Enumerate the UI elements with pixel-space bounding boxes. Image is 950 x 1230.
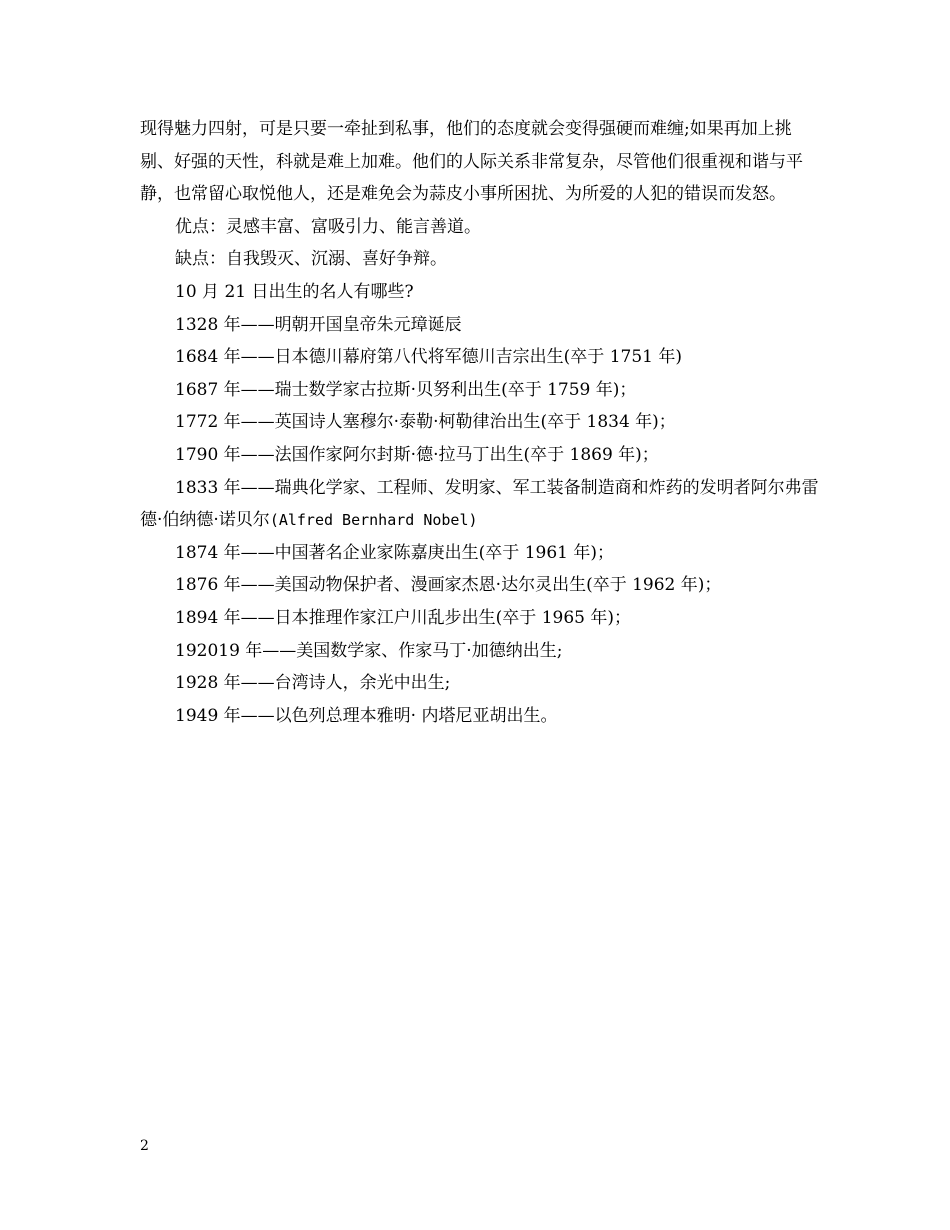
page-number: 2 bbox=[140, 1138, 149, 1154]
paragraph-weaknesses: 缺点：自我毁灭、沉溺、喜好争辩。 bbox=[175, 249, 447, 270]
list-item-1790: 1790 年——法国作家阿尔封斯·德·拉马丁出生(卒于 1869 年)； bbox=[175, 444, 659, 465]
list-item-1928: 1928 年——台湾诗人，余光中出生; bbox=[175, 673, 451, 694]
list-item-192019: 192019 年——美国数学家、作家马丁·加德纳出生; bbox=[175, 640, 563, 661]
list-item-1687: 1687 年——瑞士数学家古拉斯·贝努利出生(卒于 1759 年)； bbox=[175, 379, 637, 400]
list-item-1833 bbox=[140, 472, 820, 537]
paragraph-continued-text: 现得魅力四射，可是只要一牵扯到私事，他们的态度就会变得强硬而难缠;如果再加上挑剔、好强的天性，科就是难上加难。他们的人际关系非常复杂，尽管他们很重视和谐与平静，也常留心取悦他人，还是难免会为蒜皮小事所困扰、为所爱的人犯的错误而发怒。 bbox=[140, 119, 803, 205]
document-body bbox=[140, 113, 820, 732]
list-item-1684: 1684 年——日本德川幕府第八代将军德川吉宗出生(卒于 1751 年) bbox=[175, 347, 683, 368]
list-item-1874: 1874 年——中国著名企业家陈嘉庚出生(卒于 1961 年)； bbox=[175, 542, 615, 563]
list-item-1876: 1876 年——美国动物保护者、漫画家杰恩·达尔灵出生(卒于 1962 年)； bbox=[175, 575, 722, 596]
list-item-1894: 1894 年——日本推理作家江户川乱步出生(卒于 1965 年)； bbox=[175, 607, 632, 628]
list-item-1833-text: 1833 年——瑞典化学家、工程师、发明家、军工装备制造商和炸药的发明者阿尔弗雷德·伯纳德·诺贝尔 bbox=[140, 477, 819, 531]
list-item-1949: 1949 年——以色列总理本雅明· 内塔尼亚胡出生。 bbox=[175, 705, 558, 726]
list-item-1772: 1772 年——英国诗人塞穆尔·泰勒·柯勒律治出生(卒于 1834 年)； bbox=[175, 412, 676, 433]
paragraph-question: 10 月 21 日出生的名人有哪些? bbox=[175, 281, 414, 302]
list-item-1833-latin-name: (Alfred Bernhard Nobel) bbox=[269, 511, 478, 530]
paragraph-strengths: 优点：灵感丰富、富吸引力、能言善道。 bbox=[175, 216, 481, 237]
list-item-1328: 1328 年——明朝开国皇帝朱元璋诞辰 bbox=[175, 314, 462, 335]
